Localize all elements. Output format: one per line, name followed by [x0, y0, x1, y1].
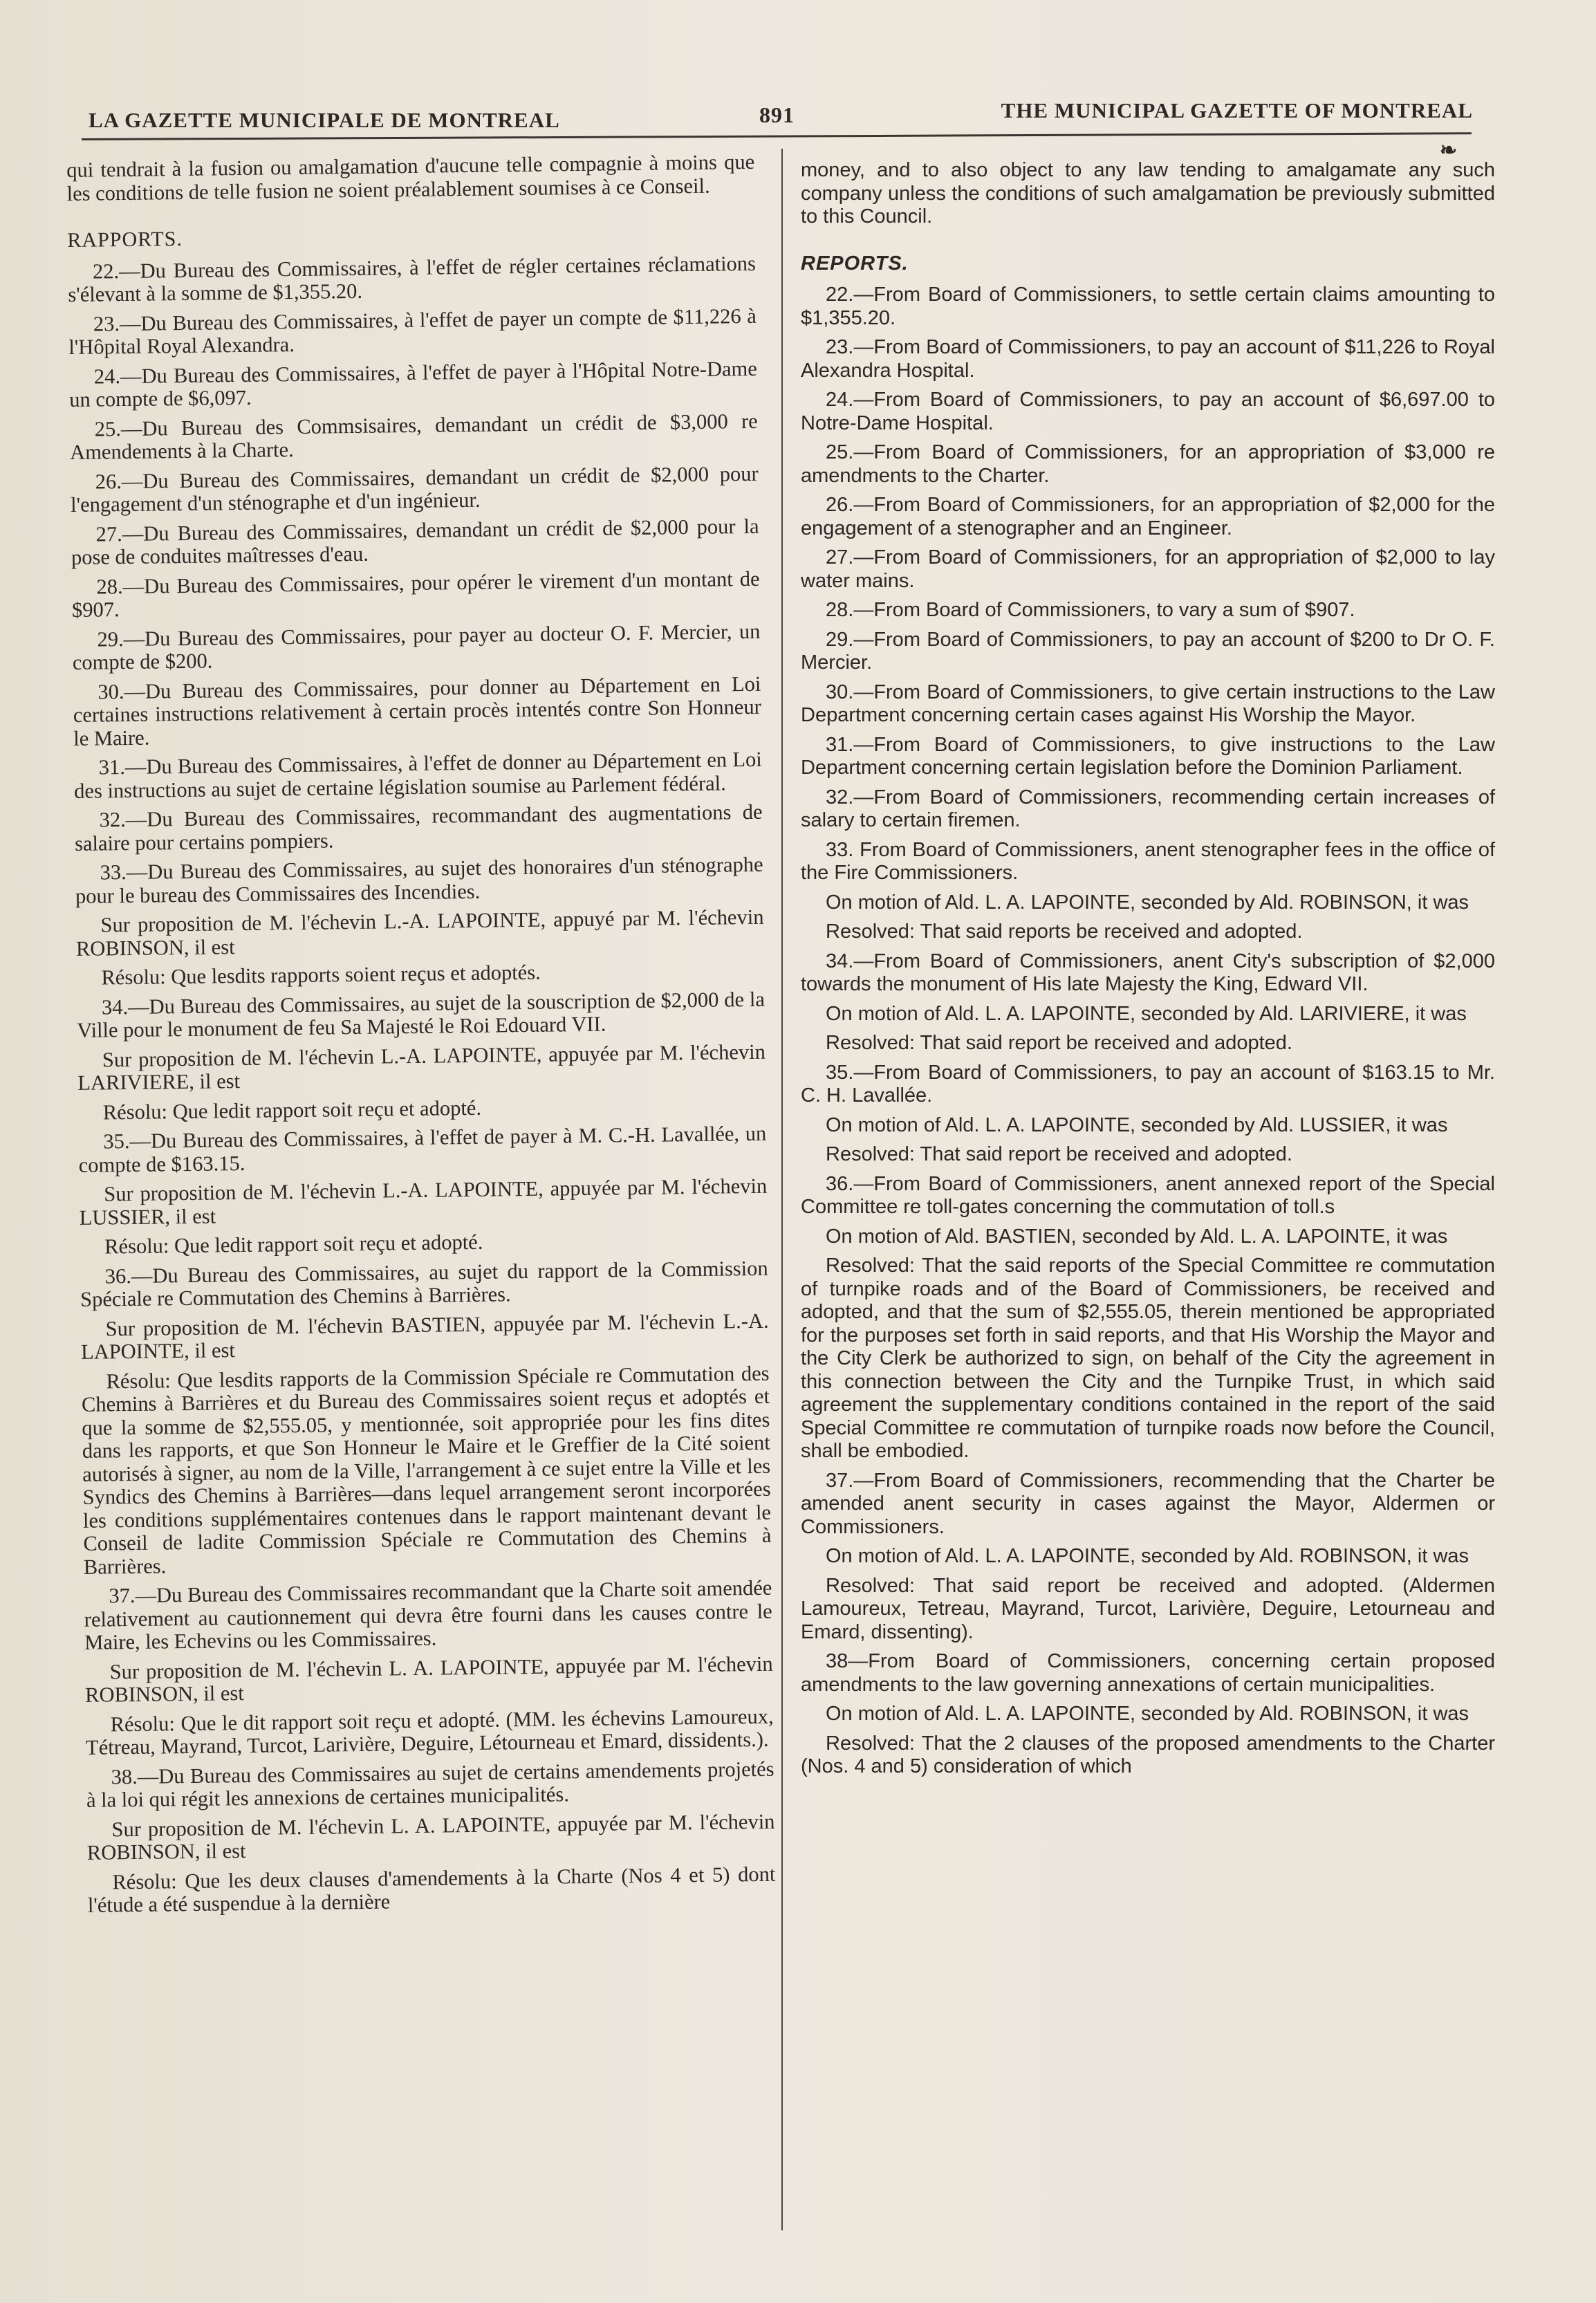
- french-paragraph: Résolu: Que lesdits rapports soient reçus et adoptés.: [101, 960, 541, 990]
- english-paragraph: 36.—From Board of Commissioners, anent annexed report of the Special Committee re toll-gates concerning the commutation of toll.s: [801, 1172, 1495, 1218]
- english-paragraph: 25.—From Board of Commissioners, for an appropriation of $3,000 re amendments to the Charter.: [801, 441, 1495, 487]
- french-paragraph: Sur proposition de M. l'échevin L. A. LAPOINTE, appuyée par M. l'échevin ROBINSON, il est: [86, 1809, 775, 1865]
- english-paragraph: Resolved: That the 2 clauses of the proposed amendments to the Charter (Nos. 4 and 5) consideration of which: [801, 1732, 1495, 1777]
- english-paragraph: 23.—From Board of Commissioners, to pay an account of $11,226 to Royal Alexandra Hospital.: [801, 336, 1495, 382]
- french-paragraph: 28.—Du Bureau des Commissaires, pour opérer le virement d'un montant de $907.: [71, 566, 760, 622]
- french-paragraph: 33.—Du Bureau des Commissaires, au sujet des honoraires d'un sténographe pour le bureau des Commissaires des Incendies.: [75, 852, 763, 908]
- english-paragraph: 32.—From Board of Commissioners, recommending certain increases of salary to certain firemen.: [801, 786, 1495, 831]
- english-paragraph: 30.—From Board of Commissioners, to give certain instructions to the Law Department concerning certain cases against His Worship the Mayor.: [801, 681, 1495, 726]
- english-section-title: REPORTS.: [801, 252, 909, 275]
- french-paragraph: Résolu: Que les deux clauses d'amendements à la Charte (Nos 4 et 5) dont l'étude a été suspendue à la dernière: [87, 1862, 776, 1917]
- english-paragraph: 37.—From Board of Commissioners, recommending that the Charter be amended anent security in cases against the Mayor, Aldermen or Commissioners.: [801, 1469, 1495, 1538]
- french-paragraph: 30.—Du Bureau des Commissaires, pour donner au Département en Loi certaines instructions relativement à certain procès intentés contre Son Honneur le Maire.: [73, 672, 761, 750]
- header-english-title: THE MUNICIPAL GAZETTE OF MONTREAL: [1001, 98, 1473, 122]
- english-column: [801, 159, 1495, 1785]
- french-column: [66, 151, 776, 1923]
- french-paragraph: 27.—Du Bureau des Commissaires, demandant un crédit de $2,000 pour la pose de conduites maîtresses d'eau.: [71, 514, 759, 569]
- english-paragraph: 28.—From Board of Commissioners, to vary a sum of $907.: [826, 599, 1355, 621]
- corner-mark: ❧: [1440, 139, 1458, 162]
- page-header: [83, 89, 1473, 137]
- french-paragraph: Résolu: Que ledit rapport soit reçu et adopté.: [102, 1095, 482, 1124]
- english-paragraph: Resolved: That said reports be received and adopted.: [826, 921, 1303, 943]
- english-paragraph: 35.—From Board of Commissioners, to pay an account of $163.15 to Mr. C. H. Lavallée.: [801, 1061, 1495, 1107]
- french-paragraph: 25.—Du Bureau des Commsisaires, demandant un crédit de $3,000 re Amendements à la Charte.: [69, 409, 758, 464]
- french-paragraph: Sur proposition de M. l'échevin L.-A. LAPOINTE, appuyée par M. l'échevin LARIVIERE, il est: [77, 1039, 766, 1095]
- french-paragraph: 29.—Du Bureau des Commissaires, pour payer au docteur O. F. Mercier, un compte de $200.: [72, 619, 761, 674]
- english-paragraphs: [801, 284, 1495, 1779]
- english-paragraph: 27.—From Board of Commissioners, for an appropriation of $2,000 to lay water mains.: [801, 546, 1495, 592]
- french-paragraph: 32.—Du Bureau des Commissaires, recommandant des augmentations de salaire pour certains pompiers.: [74, 799, 763, 855]
- french-paragraph: Sur proposition de M. l'échevin BASTIEN, appuyée par M. l'échevin L.-A. LAPOINTE, il est: [80, 1308, 769, 1364]
- english-paragraph: 31.—From Board of Commissioners, to give instructions to the Law Department concerning certain legislation before the Dominion Parliament.: [801, 733, 1495, 779]
- french-paragraph: 26.—Du Bureau des Commissaires, demandant un crédit de $2,000 pour l'engagement d'un sténographe et d'un ingénieur.: [70, 461, 759, 517]
- english-paragraph: On motion of Ald. L. A. LAPOINTE, seconded by Ald. ROBINSON, it was: [826, 1703, 1469, 1725]
- english-paragraph: 26.—From Board of Commissioners, for an appropriation of $2,000 for the engagement of a stenographer and an Engineer.: [801, 494, 1495, 539]
- french-paragraph: 31.—Du Bureau des Commissaires, à l'effet de donner au Département en Loi des instructions au sujet de certaine législation soumise au Parlement fédéral.: [73, 747, 762, 803]
- french-paragraph: 36.—Du Bureau des Commissaires, au sujet du rapport de la Commission Spéciale re Commutation des Chemins à Barrières.: [80, 1256, 768, 1311]
- english-paragraph: 24.—From Board of Commissioners, to pay an account of $6,697.00 to Notre-Dame Hospital.: [801, 389, 1495, 434]
- french-paragraph: Résolu: Que le dit rapport soit reçu et adopté. (MM. les échevins Lamoureux, Tétreau, Mayrand, Turcot, Larivière, Deguire, Létourneau et Emard, dissidents.).: [85, 1704, 774, 1759]
- french-paragraphs: [68, 252, 776, 1917]
- french-paragraph: 22.—Du Bureau des Commissaires, à l'effet de régler certaines réclamations s'élevant à la somme de $1,355.20.: [68, 251, 757, 306]
- french-paragraph: 23.—Du Bureau des Commissaires, à l'effet de payer un compte de $11,226 à l'Hôpital Royal Alexandra.: [68, 304, 757, 359]
- english-paragraph: 33. From Board of Commissioners, anent stenographer fees in the office of the Fire Commissioners.: [801, 838, 1495, 884]
- english-paragraph: 29.—From Board of Commissioners, to pay an account of $200 to Dr O. F. Mercier.: [801, 628, 1495, 674]
- french-paragraph: 38.—Du Bureau des Commissaires au sujet de certains amendements projetés à la loi qui régit les annexions de certaines municipalités.: [86, 1757, 774, 1812]
- french-paragraph: 35.—Du Bureau des Commissaires, à l'effet de payer à M. C.-H. Lavallée, un compte de $163.15.: [78, 1121, 767, 1177]
- english-paragraph: Resolved: That said report be received and adopted. (Aldermen Lamoureux, Tetreau, Mayrand, Turcot, Larivière, Deguire, Letourneau and Emard, dissenting).: [801, 1574, 1495, 1643]
- english-paragraph: On motion of Ald. L. A. LAPOINTE, seconded by Ald. LARIVIERE, it was: [826, 1002, 1467, 1025]
- english-paragraph: On motion of Ald. BASTIEN, seconded by Ald. L. A. LAPOINTE, it was: [826, 1225, 1448, 1248]
- french-paragraph: Sur proposition de M. l'échevin L.-A. LAPOINTE, appuyé par M. l'échevin ROBINSON, il est: [75, 905, 764, 961]
- english-intro: money, and to also object to any law tending to amalgamate any such company unless the conditions of such amalgamation be previously submitted to this Council.: [801, 159, 1495, 228]
- french-paragraph: 37.—Du Bureau des Commissaires recommandant que la Charte soit amendée relativement au cautionnement qui devra être fourni dans les causes contre le Maire, les Echevins ou les Commissaires.: [84, 1575, 772, 1654]
- french-paragraph: Sur proposition de M. l'échevin L. A. LAPOINTE, appuyée par M. l'échevin ROBINSON, il est: [84, 1652, 773, 1707]
- page-number: 891: [759, 102, 795, 127]
- column-divider: [781, 149, 783, 2230]
- french-paragraph: Résolu: Que lesdits rapports de la Commission Spéciale re Commutation des Chemins à Barrières et du Bureau des Commissaires soient reçus et adoptés et que la somme de $2,555.05, y mentionnée, soit appropriée pour les fins dites dans les rapports, et que Son Honneur le Maire et le Greffier de la Cité soient autorisés à signer, au nom de la Ville, l'arrangement à ce sujet entre la Ville et les Syndics des Chemins à Barrières—dans lequel arrangement seront incorporées les conditions supplémentaires contenues dans le rapport maintenant devant le Conseil de ladite Commission Spéciale re Commutation des Chemins à Barrières.: [81, 1361, 772, 1579]
- english-paragraph: Resolved: That the said reports of the Special Committee re commutation of turnpike roads and of the Board of Commissioners, be received and adopted, and that the sum of $2,555.05, therein mentioned be appropriated for the purposes set forth in said reports, and that His Worship the Mayor and the City Clerk be authorized to sign, on behalf of the City the agreement in this connection between the City and the Turnpike Trust, in which said agreement the supplementary conditions contained in the report of the said Special Committee re commutation of turnpike roads now before the Council, shall be embodied.: [801, 1255, 1495, 1462]
- french-intro: qui tendrait à la fusion ou amalgamation d'aucune telle compagnie à moins que les conditions de telle fusion ne soient préalablement soumises à ce Conseil.: [66, 149, 755, 205]
- english-paragraph: 34.—From Board of Commissioners, anent City's subscription of $2,000 towards the monument of His late Majesty the King, Edward VII.: [801, 950, 1495, 995]
- english-paragraph: Resolved: That said report be received and adopted.: [826, 1032, 1292, 1054]
- english-paragraph: 38—From Board of Commissioners, concerning certain proposed amendments to the law governing annexations of certain municipalities.: [801, 1650, 1495, 1696]
- french-paragraph: Résolu: Que ledit rapport soit reçu et adopté.: [104, 1230, 483, 1259]
- english-paragraph: On motion of Ald. L. A. LAPOINTE, seconded by Ald. ROBINSON, it was: [826, 891, 1469, 914]
- french-paragraph: 24.—Du Bureau des Commissaires, à l'effet de payer à l'Hôpital Notre-Dame un compte de $6,097.: [69, 356, 757, 411]
- english-paragraph: On motion of Ald. L. A. LAPOINTE, seconded by Ald. ROBINSON, it was: [826, 1545, 1469, 1567]
- english-paragraph: On motion of Ald. L. A. LAPOINTE, seconded by Ald. LUSSIER, it was: [826, 1113, 1448, 1136]
- french-paragraph: 34.—Du Bureau des Commissaires, au sujet de la souscription de $2,000 de la Ville pour le monument de feu Sa Majesté le Roi Edouard VII.: [77, 987, 765, 1042]
- french-section-title: RAPPORTS.: [67, 227, 183, 252]
- english-paragraph: 22.—From Board of Commissioners, to settle certain claims amounting to $1,355.20.: [801, 284, 1495, 329]
- french-paragraph: Sur proposition de M. l'échevin L.-A. LAPOINTE, appuyée par M. l'échevin LUSSIER, il est: [79, 1174, 768, 1230]
- header-french-title: LA GAZETTE MUNICIPALE DE MONTREAL: [89, 108, 560, 132]
- english-paragraph: Resolved: That said report be received and adopted.: [826, 1143, 1292, 1165]
